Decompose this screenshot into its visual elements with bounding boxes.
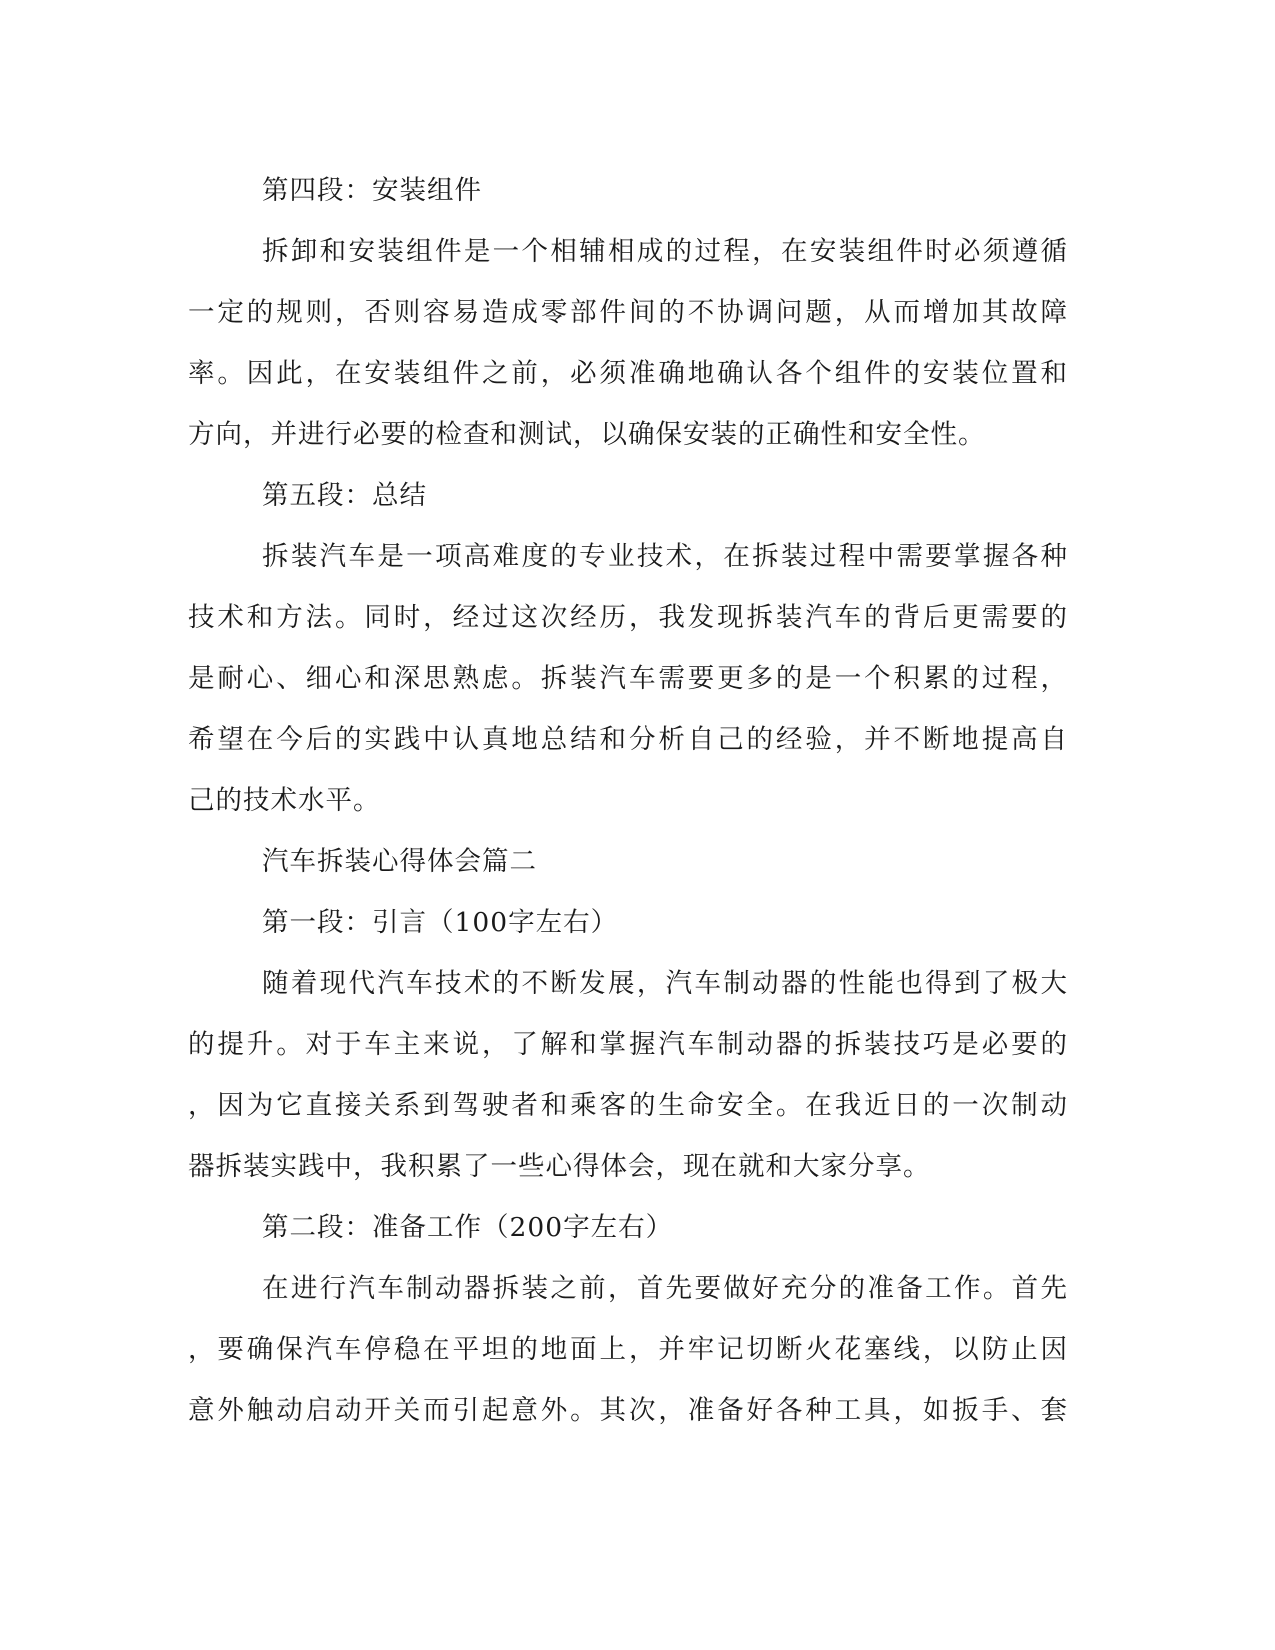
paragraph-line: 的提升。对于车主来说，了解和掌握汽车制动器的拆装技巧是必要的 [188, 1029, 1068, 1060]
paragraph-line: 在进行汽车制动器拆装之前，首先要做好充分的准备工作。首先 [262, 1273, 1068, 1304]
paragraph-line: 方向，并进行必要的检查和测试，以确保安装的正确性和安全性。 [188, 419, 986, 450]
paragraph-line: 拆卸和安装组件是一个相辅相成的过程，在安装组件时必须遵循 [262, 236, 1068, 267]
paragraph-install-components [188, 221, 1068, 465]
paragraph-line: 意外触动启动开关而引起意外。其次，准备好各种工具，如扳手、套 [188, 1395, 1068, 1426]
paragraph-line: 拆装汽车是一项高难度的专业技术，在拆装过程中需要掌握各种 [262, 541, 1068, 572]
paragraph-line: 己的技术水平。 [188, 785, 381, 816]
paragraph-line: 技术和方法。同时，经过这次经历，我发现拆装汽车的背后更需要的 [188, 602, 1068, 633]
section-heading-2: 第二段：准备工作（200字左右） [262, 1212, 674, 1243]
section-heading-5: 第五段：总结 [262, 480, 427, 511]
section-heading-4: 第四段：安装组件 [262, 175, 482, 206]
section-heading-1: 第一段：引言（100字左右） [262, 907, 619, 938]
paragraph-line: ，要确保汽车停稳在平坦的地面上，并牢记切断火花塞线，以防止因 [188, 1334, 1068, 1365]
paragraph-line: 希望在今后的实践中认真地总结和分析自己的经验，并不断地提高自 [188, 724, 1068, 755]
paragraph-line: 器拆装实践中，我积累了一些心得体会，现在就和大家分享。 [188, 1151, 931, 1182]
document-body [188, 160, 1068, 1441]
paragraph-line: 随着现代汽车技术的不断发展，汽车制动器的性能也得到了极大 [262, 968, 1068, 999]
paragraph-line: 一定的规则，否则容易造成零部件间的不协调问题，从而增加其故障 [188, 297, 1068, 328]
paragraph-preparation [188, 1258, 1068, 1441]
paragraph-line: ，因为它直接关系到驾驶者和乘客的生命安全。在我近日的一次制动 [188, 1090, 1068, 1121]
paragraph-introduction [188, 953, 1068, 1197]
paragraph-summary [188, 526, 1068, 831]
paragraph-line: 率。因此，在安装组件之前，必须准确地确认各个组件的安装位置和 [188, 358, 1068, 389]
article-title-part-two: 汽车拆装心得体会篇二 [262, 846, 537, 877]
paragraph-line: 是耐心、细心和深思熟虑。拆装汽车需要更多的是一个积累的过程， [188, 663, 1068, 694]
